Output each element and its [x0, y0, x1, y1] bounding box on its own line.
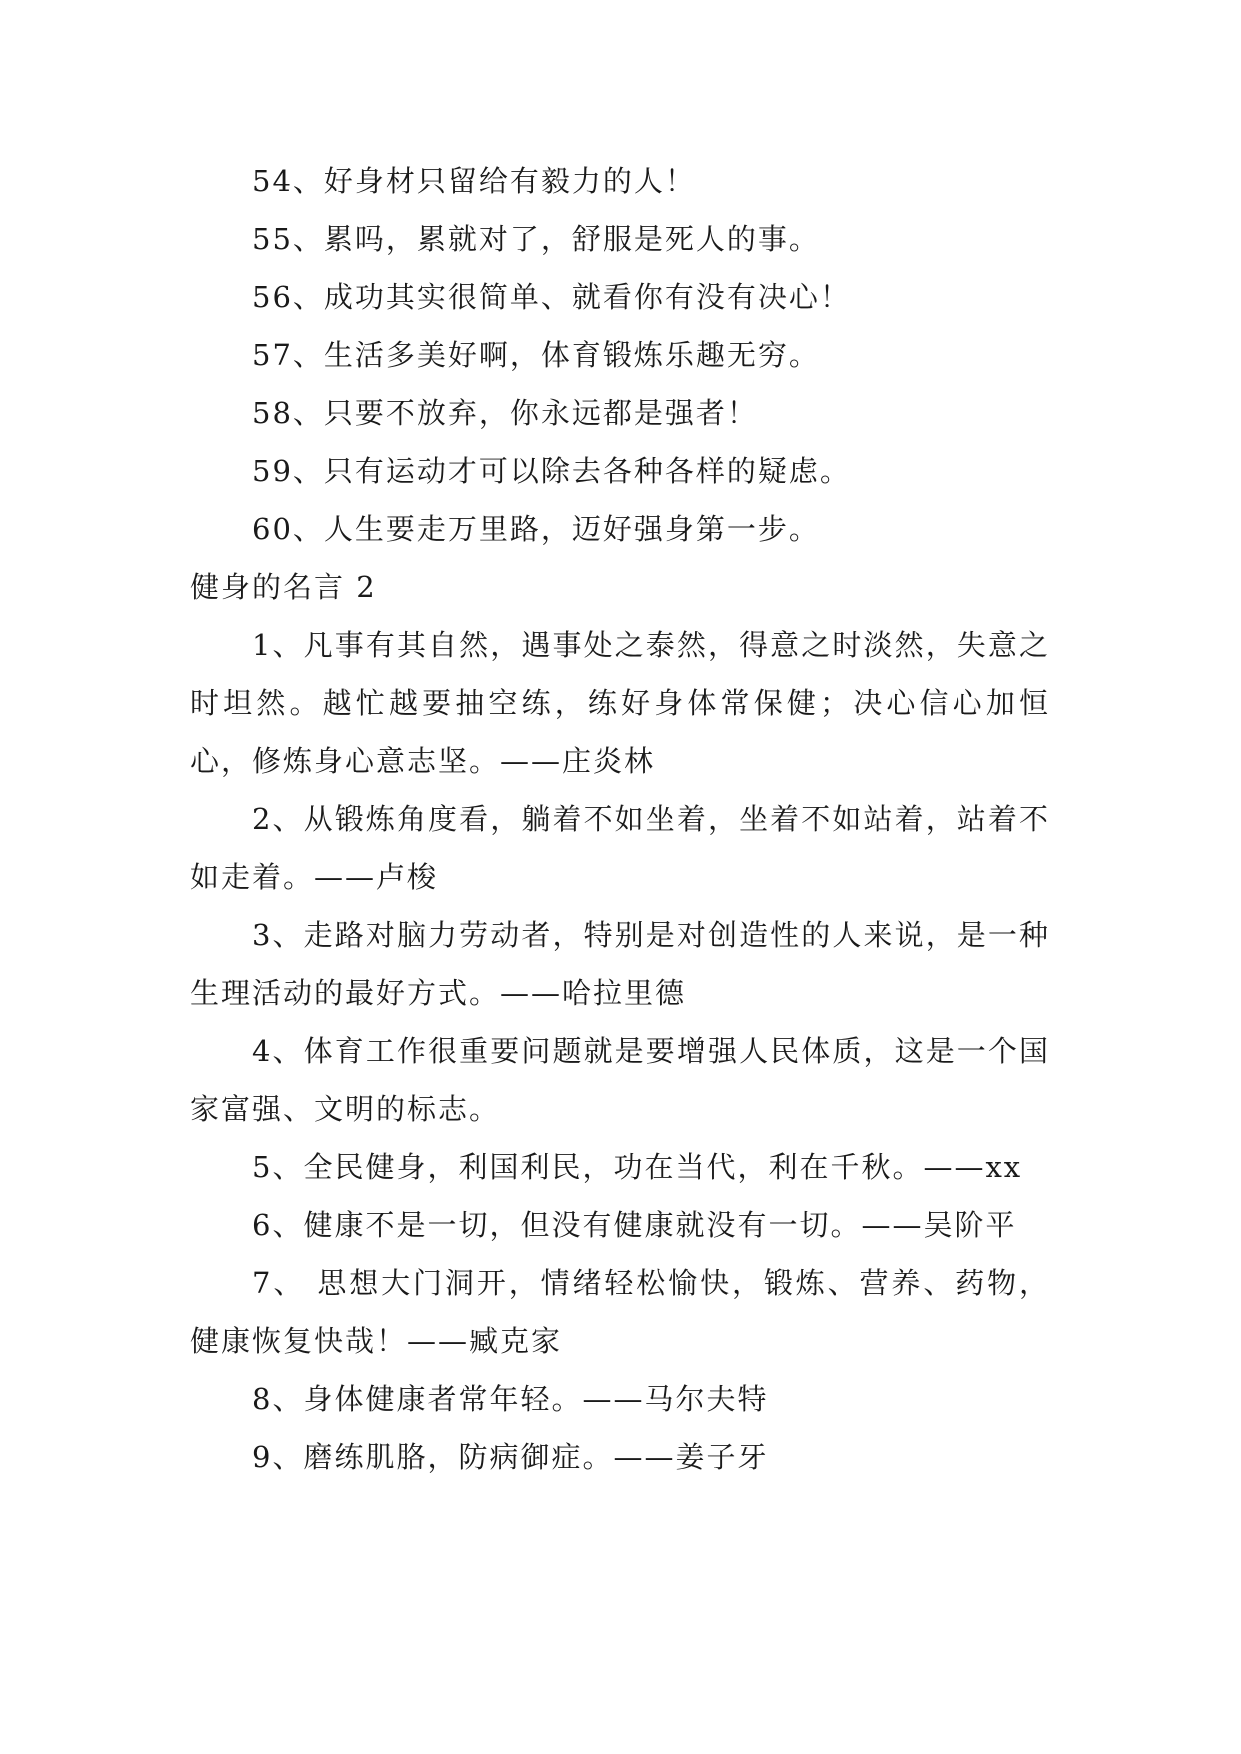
quote-item: 2、从锻炼角度看，躺着不如坐着，坐着不如站着，站着不如走着。——卢梭 [190, 802, 1050, 894]
quote-item: 6、健康不是一切，但没有健康就没有一切。——吴阶平 [252, 1208, 1017, 1242]
quote-item: 9、磨练肌胳，防病御症。——姜子牙 [252, 1440, 769, 1474]
quote-item: 7、 思想大门洞开，情绪轻松愉快，锻炼、营养、药物，健康恢复快哉！——臧克家 [190, 1266, 1050, 1358]
quote-item: 8、身体健康者常年轻。——马尔夫特 [252, 1382, 769, 1416]
list-item: 55、累吗，累就对了，舒服是死人的事。 [252, 222, 820, 256]
list-item: 54、好身材只留给有毅力的人！ [252, 164, 696, 198]
document-body [190, 152, 1050, 1486]
section-heading: 健身的名言 2 [190, 570, 377, 604]
list-item: 58、只要不放弃，你永远都是强者！ [252, 396, 758, 430]
quote-item: 3、走路对脑力劳动者，特别是对创造性的人来说，是一种生理活动的最好方式。——哈拉里德 [190, 918, 1050, 1010]
list-item: 59、只有运动才可以除去各种各样的疑虑。 [252, 454, 851, 488]
quote-item: 4、体育工作很重要问题就是要增强人民体质，这是一个国家富强、文明的标志。 [190, 1034, 1050, 1126]
list-item: 60、人生要走万里路，迈好强身第一步。 [252, 512, 820, 546]
quote-item: 5、全民健身，利国利民，功在当代，利在千秋。——xx [252, 1150, 1023, 1184]
list-item: 56、成功其实很简单、就看你有没有决心！ [252, 280, 851, 314]
list-item: 57、生活多美好啊，体育锻炼乐趣无穷。 [252, 338, 820, 372]
quote-item: 1、凡事有其自然，遇事处之泰然，得意之时淡然，失意之时坦然。越忙越要抽空练，练好身体常保健；决心信心加恒心，修炼身心意志坚。——庄炎林 [190, 628, 1050, 778]
